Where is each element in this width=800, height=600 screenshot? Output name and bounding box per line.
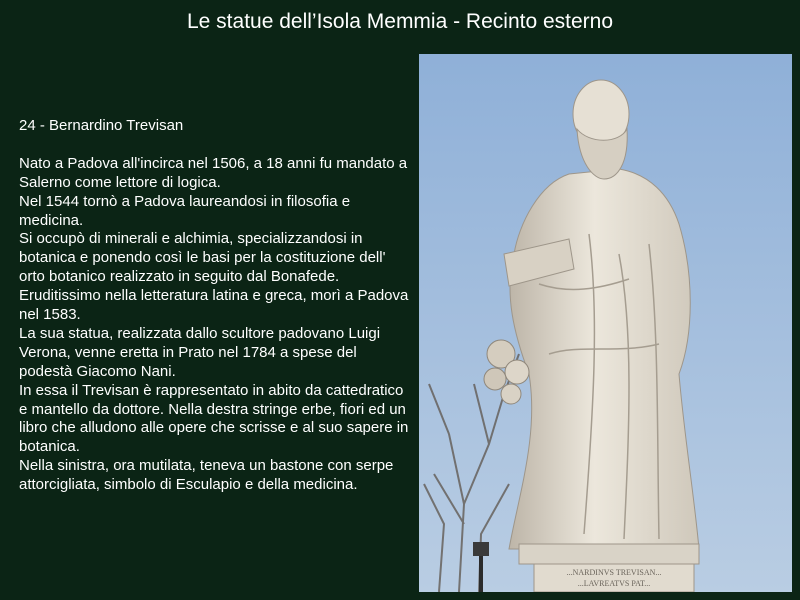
slide-title: Le statue dell’Isola Memmia - Recinto esterno [186,10,614,33]
statue-photo [419,54,792,592]
paragraph-statue-description: In essa il Trevisan è rappresentato in abito da cattedratico e mantello da dottore. Nella destra stringe erbe, fiori ed un libro che alludono alle opere che scrisse e al suo sapere in botanica. [19,381,409,456]
plinth-inscription-line1: ...NARDINVS TREVISAN... [566,568,662,577]
plinth-inscription-line2: ...LAVREATVS PAT... [577,579,651,588]
paragraph-left-hand: Nella sinistra, ora mutilata, teneva un bastone con serpe attorcigliata, simbolo di Esculapio e della medicina. [19,457,394,494]
statue-illustration [419,54,792,592]
spacer [19,136,411,155]
paragraph-statue-origin: La sua statua, realizzata dallo scultore padovano Luigi Verona, venne eretta in Prato nel 1784 a spese del podestà Giacomo Nani. [19,324,381,380]
paragraph-birth: Nato a Padova all'incirca nel 1506, a 18 anni fu mandato a Salerno come lettore di logica. [19,154,408,191]
paragraph-death: Eruditissimo nella letteratura latina e greca, morì a Padova nel 1583. [19,287,409,324]
paragraph-return: Nel 1544 tornò a Padova laureandosi in filosofia e medicina. [19,192,351,229]
statue-base [519,544,699,564]
description-text [19,117,411,495]
paragraph-botany: Si occupò di minerali e alchimia, specializzandosi in botanica e ponendo così le basi per la costituzione dell' orto botanico realizzato in seguito dal Bonafede. [19,230,386,286]
statue-robe [509,169,699,549]
statue-heading: 24 - Bernardino Trevisan [19,117,184,134]
